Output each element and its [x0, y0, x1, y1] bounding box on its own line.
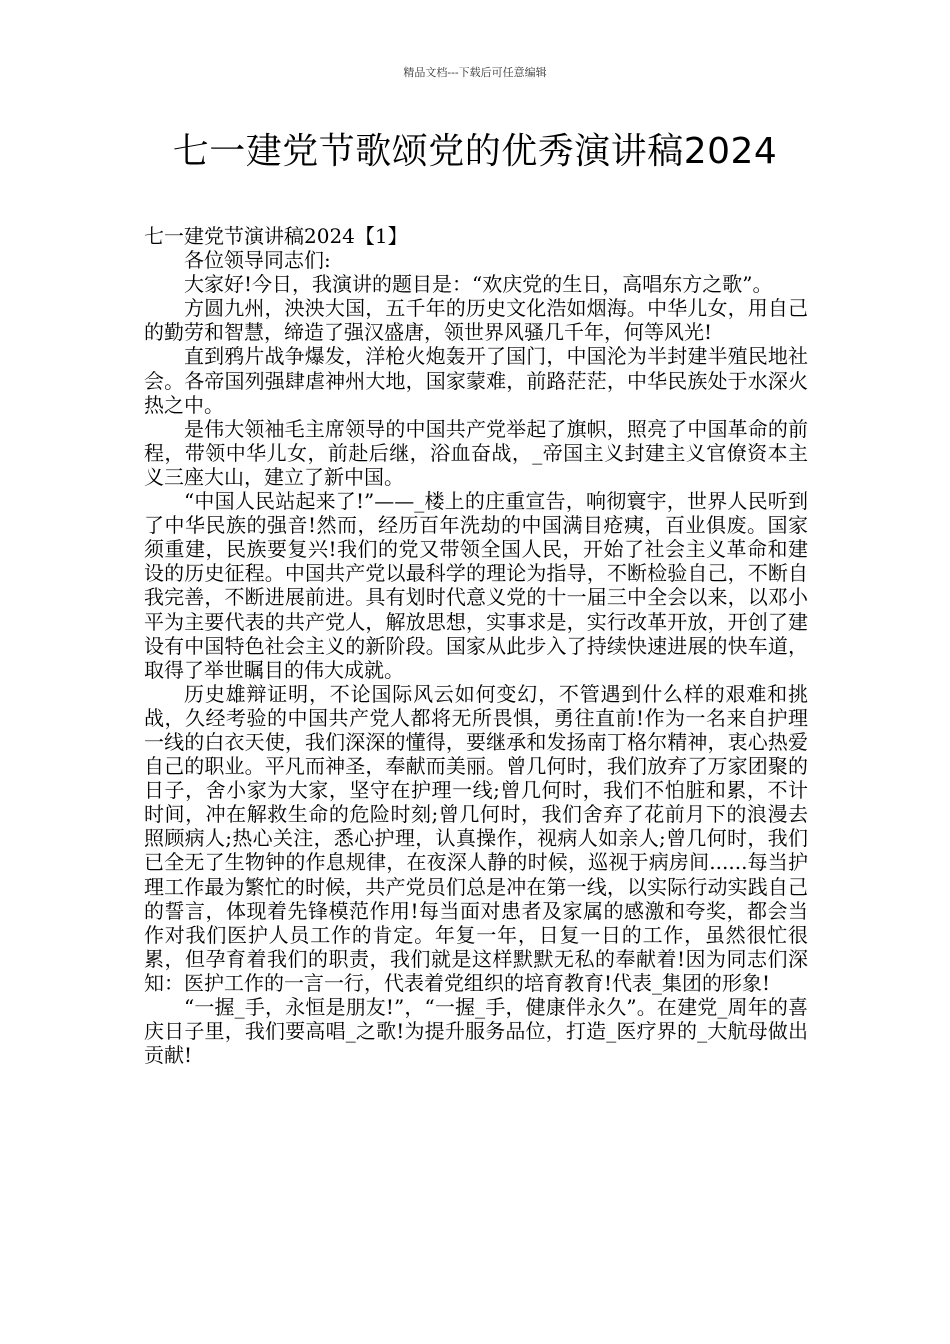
document-title: 七一建党节歌颂党的优秀演讲稿2024: [172, 131, 778, 172]
body-paragraph: 历史雄辩证明，不论国际风云如何变幻，不管遇到什么样的艰难和挑战，久经考验的中国共产党人都将无所畏惧，勇往直前!作为一名来自护理一线的白衣天使，我们深深的懂得，要继承和发扬南丁格尔精神，衷心热爱自己的职业。平凡而神圣，奉献而美丽。曾几何时，我们放弃了万家团聚的日子，舍小家为大家，坚守在护理一线;曾几何时，我们不怕脏和累，不计时间，冲在解救生命的危险时刻;曾几何时，我们舍弃了花前月下的浪漫去照顾病人;热心关注，悉心护理，认真操作，视病人如亲人;曾几何时，我们已全无了生物钟的作息规律，在夜深人静的时候，巡视于病房间......每当护理工作最为繁忙的时候，共产党员们总是冲在第一线，以实际行动实践自己的誓言，体现着先锋模范作用!每当面对患者及家属的感激和夸奖，都会当作对我们医护人员工作的肯定。年复一年，日复一日的工作，虽然很忙很累，但孕育着我们的职责，我们就是这样默默无私的奉献着!因为同志们深知：医护工作的一言一行，代表着党组织的培育教育!代表_集团的形象!: [144, 681, 808, 995]
body-paragraph: 直到鸦片战争爆发，洋枪火炮轰开了国门，中国沦为半封建半殖民地社会。各帝国列强肆虐神州大地，国家蒙难，前路茫茫，中华民族处于水深火热之中。: [144, 344, 808, 417]
document-body: [144, 224, 808, 1067]
section-heading: 七一建党节演讲稿2024【1】: [144, 224, 408, 248]
salutation-paragraph: 各位领导同志们:: [184, 248, 331, 273]
body-paragraph: 方圆九州，泱泱大国，五千年的历史文化浩如烟海。中华儿女，用自己的勤劳和智慧，缔造了强汉盛唐，领世界风骚几千年，何等风光!: [144, 296, 808, 345]
body-paragraph: 大家好!今日，我演讲的题目是：“欢庆党的生日，高唱东方之歌”。: [184, 272, 773, 297]
body-paragraph: “中国人民站起来了!”——_楼上的庄重宣告，响彻寰宇，世界人民听到了中华民族的强音!然而，经历百年洗劫的中国满目疮痍，百业俱废。国家须重建，民族要复兴!我们的党又带领全国人民，开始了社会主义革命和建设的历史征程。中国共产党以最科学的理论为指导，不断检验自己，不断自我完善，不断进展前进。具有划时代意义党的十一届三中全会以来，以邓小平为主要代表的共产党人，解放思想，实事求是，实行改革开放，开创了建设有中国特色社会主义的新阶段。国家从此步入了持续快速进展的快车道，取得了举世瞩目的伟大成就。: [144, 489, 808, 682]
header-note: 精品文档---下载后可任意编辑: [403, 66, 547, 79]
body-paragraph: 是伟大领袖毛主席领导的中国共产党举起了旗帜，照亮了中国革命的前程，带领中华儿女，前赴后继，浴血奋战，_帝国主义封建主义官僚资本主义三座大山，建立了新中国。: [144, 416, 808, 489]
body-paragraph: “一握_手，永恒是朋友!”，“一握_手，健康伴永久”。在建党_周年的喜庆日子里，我们要高唱_之歌!为提升服务品位，打造_医疗界的_大航母做出贡献!: [144, 995, 808, 1068]
